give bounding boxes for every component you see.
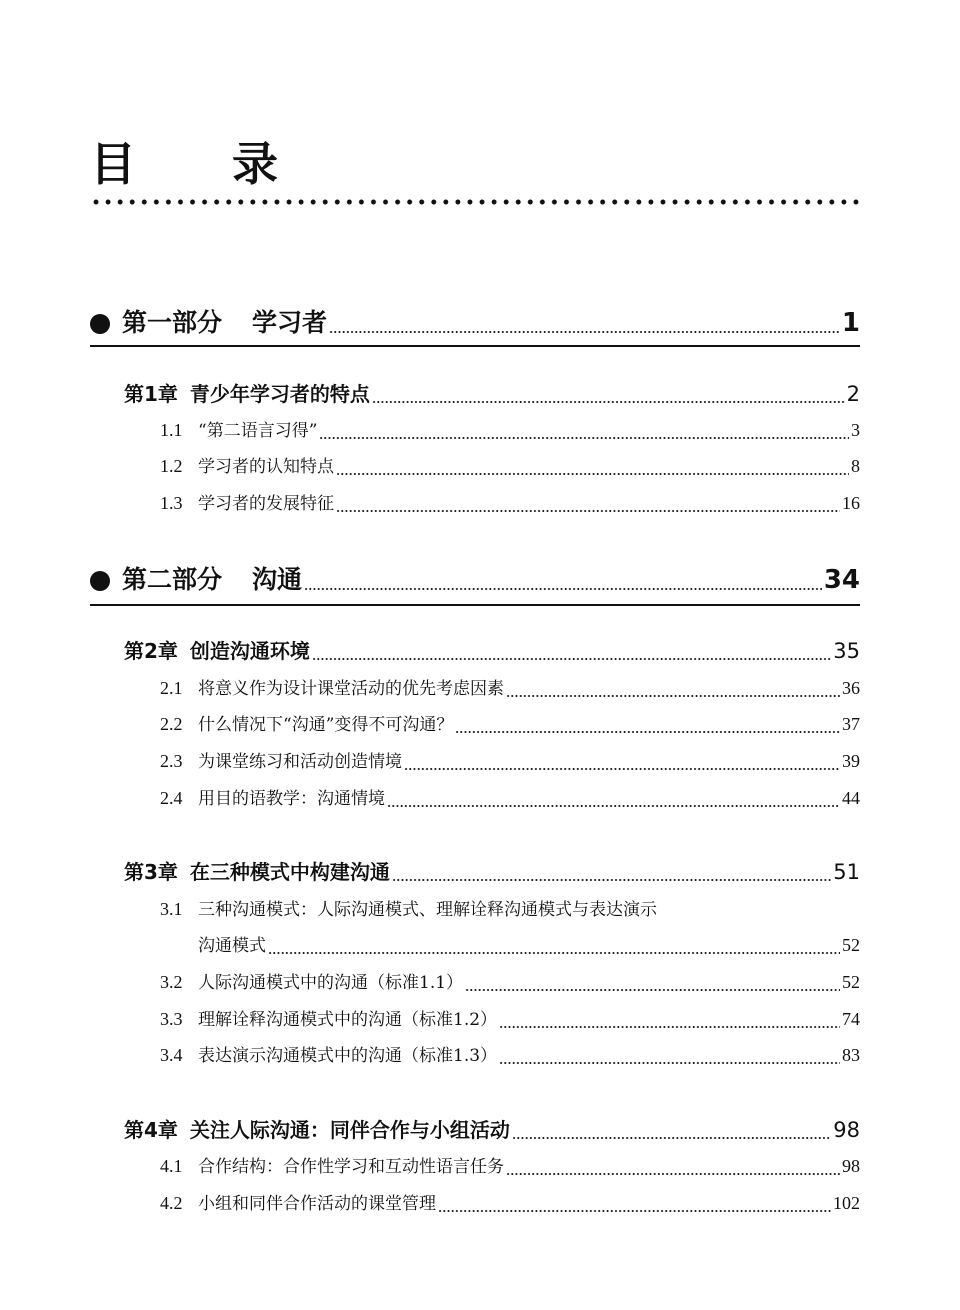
dot-leader — [312, 658, 831, 660]
part-number: 第一部分 — [122, 308, 223, 337]
section-number: 2.3 — [160, 751, 183, 771]
chapter-title: 创造沟通环境 — [189, 639, 310, 663]
dot-leader — [392, 879, 831, 881]
chapter-title: 在三种模式中构建沟通 — [189, 860, 390, 884]
section-title: “第二语言习得” — [198, 421, 318, 441]
dotted-divider — [90, 199, 860, 205]
toc-section[interactable] — [160, 747, 860, 775]
toc-section[interactable] — [160, 968, 860, 996]
toc-section[interactable] — [160, 1152, 860, 1180]
section-number: 1.3 — [160, 493, 183, 513]
dot-leader — [319, 437, 849, 439]
toc-section[interactable] — [160, 710, 860, 738]
page-number: 52 — [842, 972, 860, 992]
filled-circle-icon — [90, 314, 110, 334]
section-title: 学习者的认知特点 — [198, 457, 334, 477]
page-number: 74 — [842, 1009, 860, 1029]
dot-leader — [304, 588, 822, 590]
section-number: 2.4 — [160, 788, 183, 808]
page-number: 2 — [846, 382, 860, 406]
dot-leader — [404, 768, 840, 770]
toc-section[interactable] — [160, 1041, 860, 1069]
section-title: 三种沟通模式：人际沟通模式、理解诠释沟通模式与表达演示 — [198, 900, 657, 920]
page-number: 52 — [842, 935, 860, 955]
page-number: 83 — [842, 1045, 860, 1065]
section-title: 将意义作为设计课堂活动的优先考虑因素 — [198, 679, 504, 699]
dot-leader — [506, 695, 840, 697]
chapter-number: 第2章 — [124, 639, 178, 663]
part-number: 第二部分 — [122, 565, 223, 594]
toc-section[interactable] — [160, 1005, 860, 1033]
page-number: 98 — [842, 1156, 860, 1176]
toc-section[interactable] — [160, 784, 860, 812]
chapter-title: 青少年学习者的特点 — [189, 382, 370, 406]
page-number: 35 — [833, 639, 860, 663]
dot-leader — [329, 331, 840, 333]
part-title: 沟通 — [252, 565, 303, 594]
toc-part[interactable] — [90, 560, 860, 600]
toc-section-line1[interactable] — [160, 895, 860, 920]
filled-circle-icon — [90, 571, 110, 591]
page-title: 目 录 — [90, 137, 319, 191]
page-number: 39 — [842, 751, 860, 771]
page-number: 37 — [842, 714, 860, 734]
section-title-continued: 沟通模式 — [198, 936, 266, 956]
toc-chapter[interactable] — [124, 856, 860, 888]
section-title: 理解诠释沟通模式中的沟通（标准1.2） — [198, 1010, 498, 1030]
section-number: 4.1 — [160, 1156, 183, 1176]
page-number: 102 — [833, 1193, 860, 1213]
page-number: 8 — [851, 456, 860, 476]
section-number: 3.1 — [160, 899, 183, 919]
page-number: 44 — [842, 788, 860, 808]
section-number: 3.2 — [160, 972, 183, 992]
page-number: 36 — [842, 678, 860, 698]
section-title: 用目的语教学：沟通情境 — [198, 789, 385, 809]
dot-leader — [438, 1210, 831, 1212]
part-divider — [90, 604, 860, 606]
toc-section[interactable] — [160, 452, 860, 480]
part-divider — [90, 345, 860, 347]
toc-section[interactable] — [160, 1189, 860, 1217]
chapter-number: 第3章 — [124, 860, 178, 884]
chapter-number: 第4章 — [124, 1118, 178, 1142]
section-number: 2.1 — [160, 678, 183, 698]
toc-chapter[interactable] — [124, 1114, 860, 1146]
page-number: 34 — [823, 565, 860, 595]
toc-section[interactable] — [160, 674, 860, 702]
toc-section-line2[interactable] — [198, 931, 860, 959]
dot-leader — [506, 1173, 840, 1175]
dot-leader — [336, 473, 849, 475]
toc-chapter[interactable] — [124, 635, 860, 667]
section-number: 1.2 — [160, 456, 183, 476]
dot-leader — [465, 989, 840, 991]
dot-leader — [387, 805, 840, 807]
section-number: 1.1 — [160, 420, 183, 440]
page-number: 3 — [851, 420, 860, 440]
dot-leader — [455, 731, 840, 733]
page-number: 51 — [833, 860, 860, 884]
section-number: 3.3 — [160, 1009, 183, 1029]
section-title: 为课堂练习和活动创造情境 — [198, 752, 402, 772]
toc-chapter[interactable] — [124, 378, 860, 410]
page-number: 1 — [841, 308, 860, 338]
section-title: 表达演示沟通模式中的沟通（标准1.3） — [198, 1046, 498, 1066]
dot-leader — [268, 952, 840, 954]
part-title: 学习者 — [252, 308, 328, 337]
toc-part[interactable] — [90, 303, 860, 343]
section-title: 合作结构：合作性学习和互动性语言任务 — [198, 1157, 504, 1177]
section-number: 2.2 — [160, 714, 183, 734]
page-number: 16 — [842, 493, 860, 513]
section-title: 人际沟通模式中的沟通（标准1.1） — [198, 973, 464, 993]
section-title: 小组和同伴合作活动的课堂管理 — [198, 1194, 436, 1214]
dot-leader — [499, 1026, 840, 1028]
toc-section[interactable] — [160, 489, 860, 517]
toc-section[interactable] — [160, 416, 860, 444]
chapter-number: 第1章 — [124, 382, 178, 406]
page-number: 98 — [833, 1118, 860, 1142]
dot-leader — [336, 510, 840, 512]
section-number: 3.4 — [160, 1045, 183, 1065]
section-title: 什么情况下“沟通”变得不可沟通？ — [198, 715, 454, 735]
section-number: 4.2 — [160, 1193, 183, 1213]
dot-leader — [499, 1062, 840, 1064]
section-title: 学习者的发展特征 — [198, 494, 334, 514]
dot-leader — [512, 1137, 831, 1139]
chapter-title: 关注人际沟通：同伴合作与小组活动 — [189, 1118, 510, 1142]
dot-leader — [372, 401, 845, 403]
